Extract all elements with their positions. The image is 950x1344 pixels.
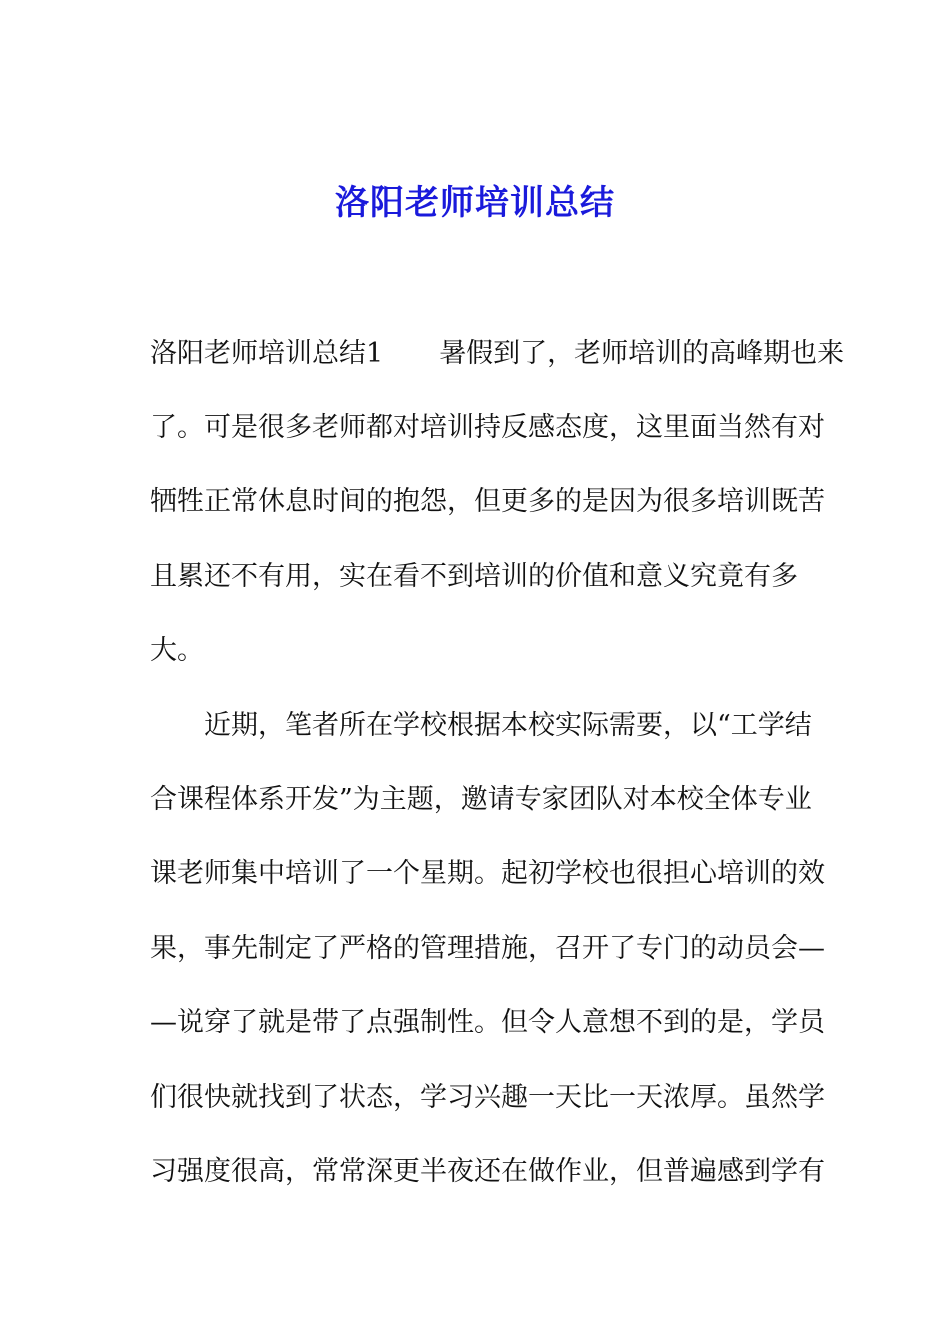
paragraph-line-5: 大。 <box>150 635 204 666</box>
paragraph-line-10: —说穿了就是带了点强制性。但令人意想不到的是，学员 <box>150 1007 825 1038</box>
paragraph-line-2: 了。可是很多老师都对培训持反感态度，这里面当然有对 <box>150 412 825 443</box>
paragraph-line-9: 果，事先制定了严格的管理措施，召开了专门的动员会— <box>150 933 825 964</box>
section-heading: 洛阳老师培训总结1 <box>150 338 384 369</box>
paragraph-line-6: 近期，笔者所在学校根据本校实际需要，以“工学结 <box>204 710 812 741</box>
paragraph-line-7: 合课程体系开发”为主题，邀请专家团队对本校全体专业 <box>150 784 812 815</box>
paragraph-line-8: 课老师集中培训了一个星期。起初学校也很担心培训的效 <box>150 858 825 889</box>
paragraph-line-1 <box>150 334 845 374</box>
paragraph-start: 暑假到了，老师培训的高峰期也来 <box>439 338 845 369</box>
document-title: 洛阳老师培训总结 <box>335 183 615 223</box>
paragraph-line-11: 们很快就找到了状态，学习兴趣一天比一天浓厚。虽然学 <box>150 1082 825 1113</box>
paragraph-line-12: 习强度很高，常常深更半夜还在做作业，但普遍感到学有 <box>150 1156 825 1187</box>
paragraph-line-4: 且累还不有用，实在看不到培训的价值和意义究竟有多 <box>150 561 798 592</box>
paragraph-line-3: 牺牲正常休息时间的抱怨，但更多的是因为很多培训既苦 <box>150 486 825 517</box>
